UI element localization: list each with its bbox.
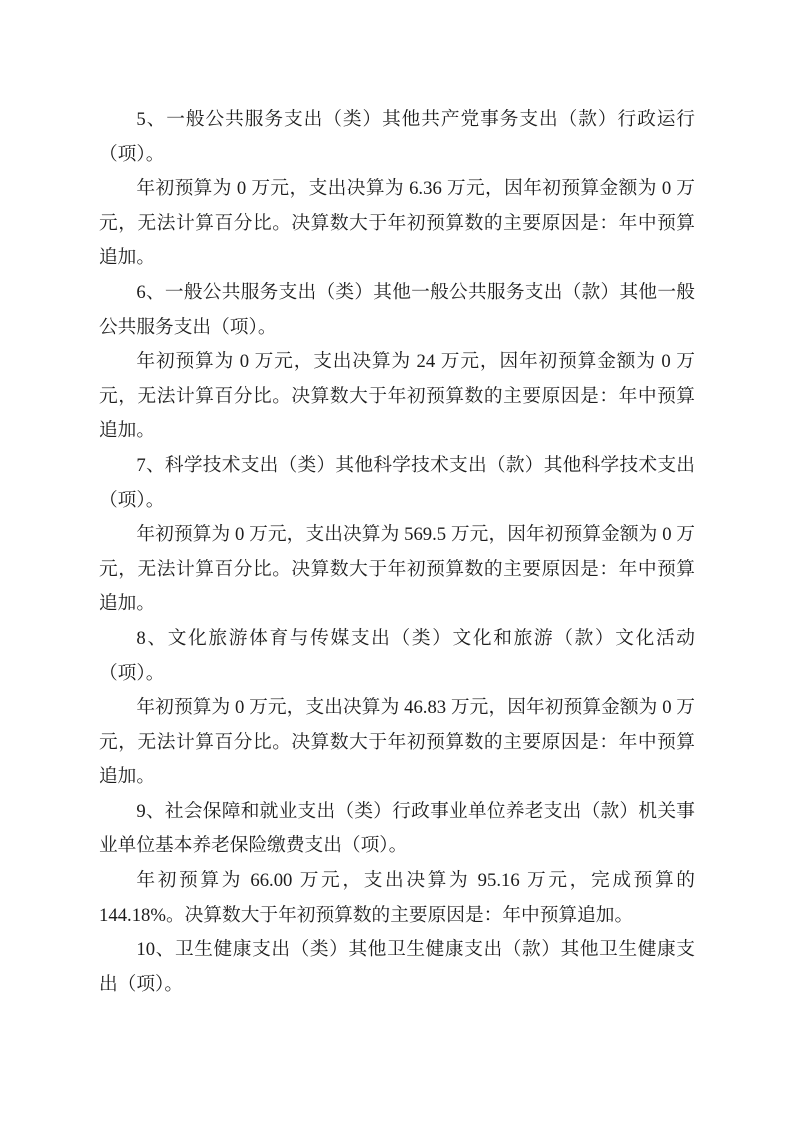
expense-item-6-title: 6、一般公共服务支出（类）其他一般公共服务支出（款）其他一般公共服务支出（项）。 (99, 281, 695, 338)
expense-item-9-detail: 年初预算为 66.00 万元，支出决算为 95.16 万元，完成预算的 144.18%。决算数大于年初预算数的主要原因是：年中预算追加。 (99, 870, 695, 926)
expense-item-9-title: 9、社会保障和就业支出（类）行政事业单位养老支出（款）机关事业单位基本养老保险缴费支出（项）。 (99, 800, 695, 857)
expense-item-7-detail: 年初预算为 0 万元，支出决算为 569.5 万元，因年初预算金额为 0 万元，无法计算百分比。决算数大于年初预算数的主要原因是：年中预算追加。 (99, 524, 695, 615)
expense-item-8-detail: 年初预算为 0 万元，支出决算为 46.83 万元，因年初预算金额为 0 万元，无法计算百分比。决算数大于年初预算数的主要原因是：年中预算追加。 (99, 697, 695, 788)
expense-item-5-title: 5、一般公共服务支出（类）其他共产党事务支出（款）行政运行（项）。 (99, 109, 695, 165)
expense-item-6-detail: 年初预算为 0 万元，支出决算为 24 万元，因年初预算金额为 0 万元，无法计算百分比。决算数大于年初预算数的主要原因是：年中预算追加。 (99, 351, 695, 442)
expense-item-5-detail: 年初预算为 0 万元，支出决算为 6.36 万元，因年初预算金额为 0 万元，无法计算百分比。决算数大于年初预算数的主要原因是：年中预算追加。 (99, 178, 695, 269)
expense-item-7-title: 7、科学技术支出（类）其他科学技术支出（款）其他科学技术支出（项）。 (99, 454, 695, 511)
expense-item-8-title: 8、文化旅游体育与传媒支出（类）文化和旅游（款）文化活动（项）。 (99, 627, 695, 684)
expense-item-10-title: 10、卫生健康支出（类）其他卫生健康支出（款）其他卫生健康支出（项）。 (99, 939, 695, 995)
